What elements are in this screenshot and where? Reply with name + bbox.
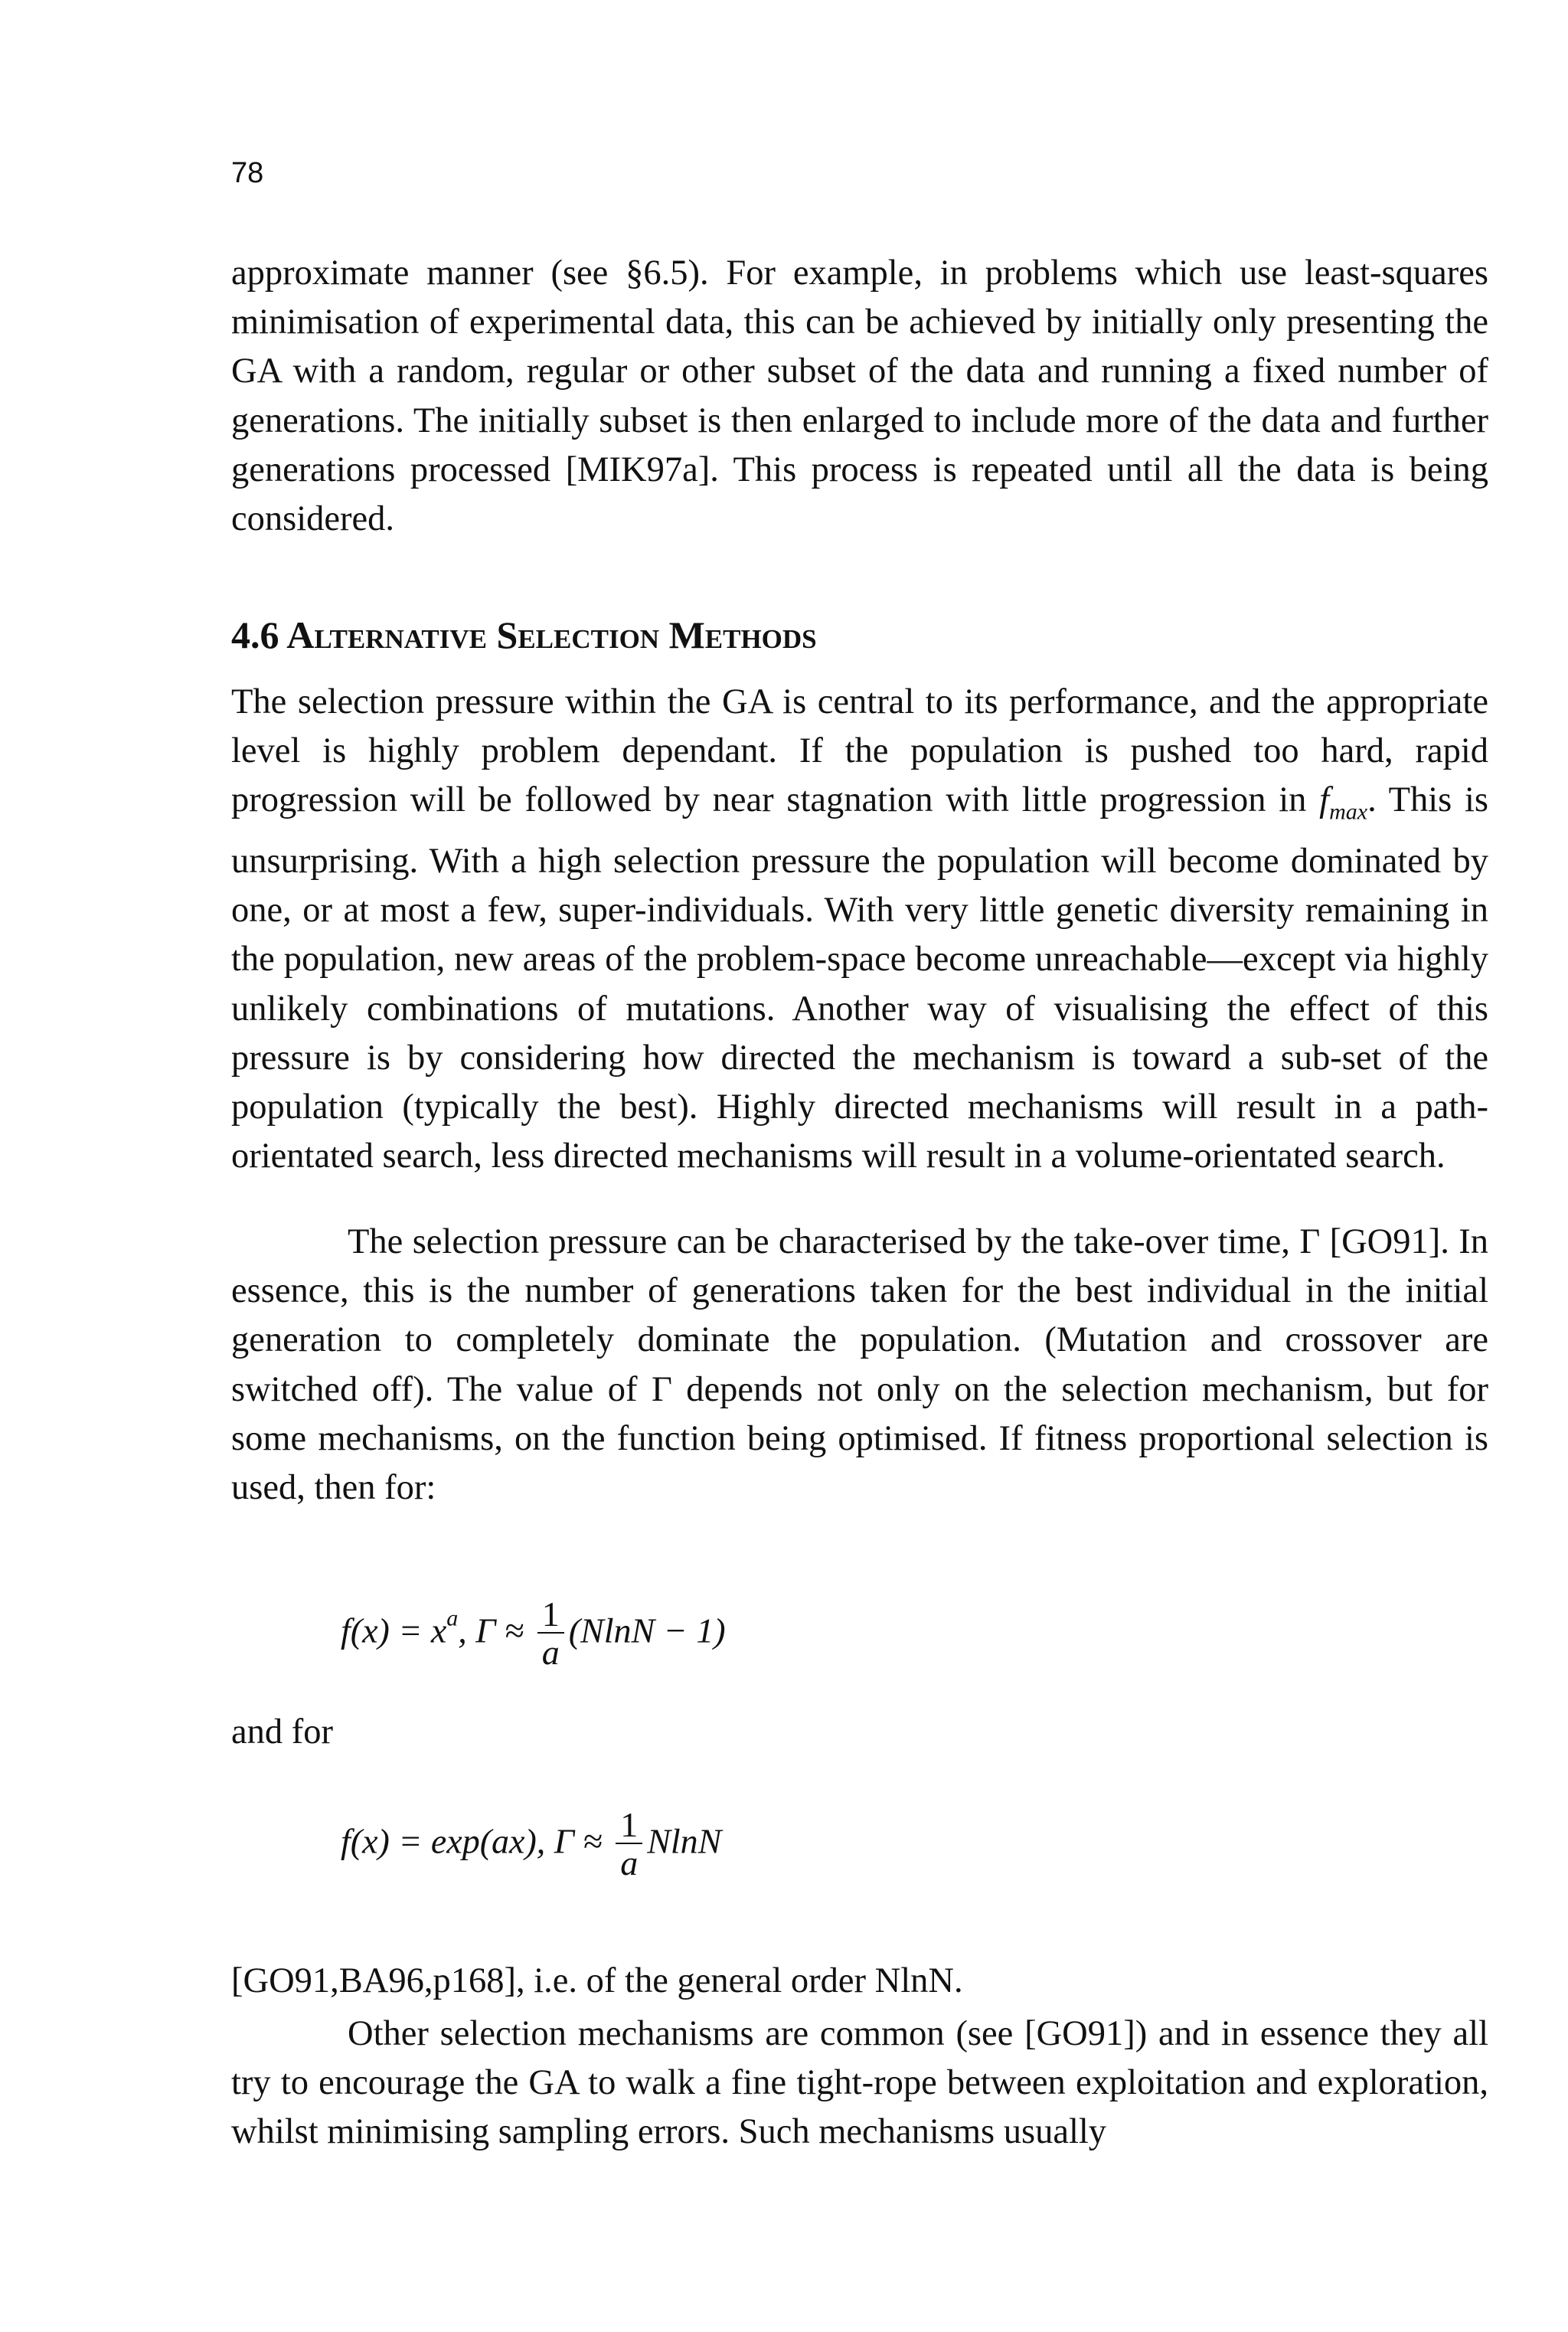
and-for-text: and for <box>231 1712 333 1751</box>
eq1-mid: , Γ ≈ <box>458 1611 533 1650</box>
eq1-exponent: a <box>446 1605 459 1631</box>
eq2-fraction <box>616 1807 642 1882</box>
eq1-lhs: f(x) = x <box>341 1611 447 1650</box>
eq1-fraction <box>537 1594 564 1672</box>
eq2-lhs: f(x) = exp(ax), Γ ≈ <box>341 1821 612 1861</box>
eq2-rhs: NlnN <box>647 1821 722 1861</box>
fmax-symbol <box>1319 780 1368 825</box>
eq1-denominator: a <box>541 1633 560 1672</box>
para2-text-b: . This is unsurprising. With a high selection pressure the population will become dominated by one, or at most a few, super-individuals. With very little genetic diversity remaining in the population, new areas of the problem-space become unreachable—except via highly unlikely combinations of mutations. Another way of visualising the effect of this pressure is by considering how directed the mechanism is toward a sub-set of the population (typically the best). Highly directed mechanisms will result in a path-orientated search, less directed mechanisms will result in a volume-orientated search. <box>231 780 1488 1176</box>
eq2-denominator: a <box>620 1843 639 1882</box>
section-heading: 4.6 Alternative Selection Methods <box>231 613 817 656</box>
fmax-subscript: max <box>1329 799 1368 825</box>
eq1-numerator: 1 <box>537 1597 564 1634</box>
page-number: 78 <box>231 157 264 189</box>
paragraph-continuation: approximate manner (see §6.5). For example, in problems which use least-squares minimisation of experimental data, this can be achieved by initially only presenting the GA with a random, regular or other subset of the data and running a fixed number of generations. The initially subset is then enlarged to include more of the data and further generations processed [MIK97a]. This process is repeated until all the data is being considered. <box>231 253 1488 539</box>
fmax-f: f <box>1319 780 1330 820</box>
para2-text-a: The selection pressure within the GA is central to its performance, and the appropriate level is highly problem dependant. If the population is pushed too hard, rapid progression will be followed by near stagnation with little progression in <box>231 682 1488 820</box>
paragraph-other-mechanisms: Other selection mechanisms are common (see [GO91]) and in essence they all try to encourage the GA to walk a fine tight-rope between exploitation and exploration, whilst minimising sampling errors. Such mechanisms usually <box>231 2014 1488 2152</box>
eq1-rhs: (NlnN − 1) <box>568 1611 726 1650</box>
equation-fitness-proportional <box>341 1594 726 1672</box>
paragraph-takeover-time: The selection pressure can be characterised by the take-over time, Γ [GO91]. In essence, this is the number of generations taken for the best individual in the initial generation to completely dominate the population. (Mutation and crossover are switched off). The value of Γ depends not only on the selection mechanism, but for some mechanisms, on the function being optimised. If fitness proportional selection is used, then for: <box>231 1222 1488 1508</box>
eq2-numerator: 1 <box>616 1807 642 1844</box>
equation-exponential <box>341 1807 721 1882</box>
paragraph-selection-pressure <box>231 678 1488 1181</box>
paragraph-citation: [GO91,BA96,p168], i.e. of the general order NlnN. <box>231 1961 963 2000</box>
